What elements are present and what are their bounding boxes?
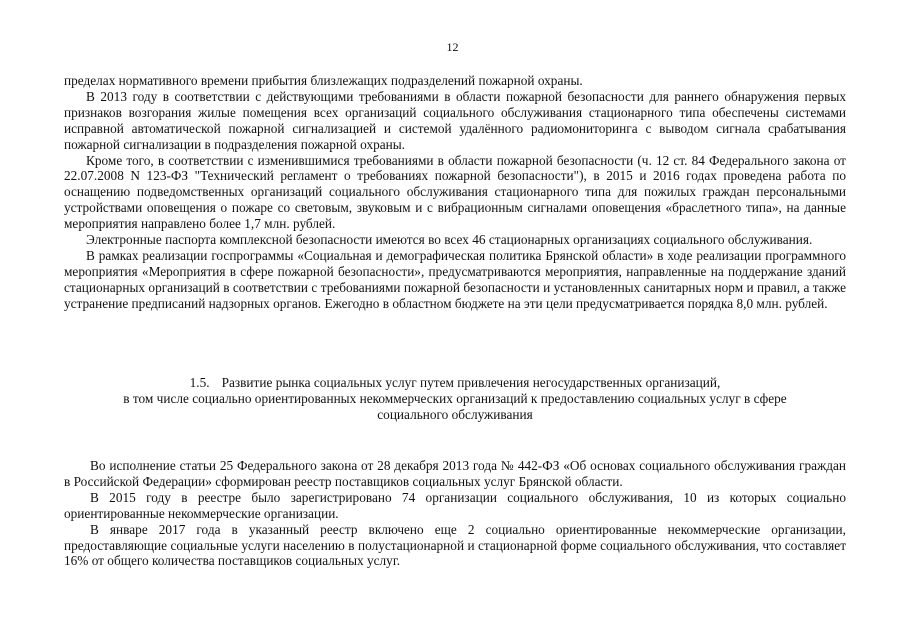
paragraph-personal-alert-devices: Кроме того, в соответствии с изменившимися требованиями в области пожарной безопасности (ч. 12 ст. 84 Федерального закона от 22.07.2008 N 123-ФЗ "Технический регламент о требованиях пожарной безопасности"), в 2015 и 2016 годах проведена работа по оснащению подведомственных организаций социального обслуживания стационарного типа для пожилых граждан персональными устройствами оповещения о пожаре со световым, звуковым и с вибрационным сигналами оповещения «браслетного типа», на данные мероприятия направлено более 1,7 млн. рублей. — [64, 152, 846, 232]
paragraph-registry-formed: Во исполнение статьи 25 Федерального закона от 28 декабря 2013 года № 442-ФЗ «Об основах социального обслуживания граждан в Российской Федерации» сформирован реестр поставщиков социальных услуг Брянской области. — [64, 458, 846, 489]
body-text-top — [64, 73, 846, 312]
section-title-line-3: социального обслуживания — [377, 406, 533, 422]
paragraph-electronic-passports: Электронные паспорта комплексной безопасности имеются во всех 46 стационарных организациях социального обслуживания. — [86, 232, 813, 248]
paragraph-registry-2017: В январе 2017 года в указанный реестр включено еще 2 социально ориентированные некоммерческие организации, предоставляющие социальные услуги населению в полустационарной и стационарной форме социального обслуживания, что составляет 16% от общего количества поставщиков социальных услуг. — [64, 521, 846, 569]
section-number: 1.5. — [189, 375, 210, 390]
section-title-line-1: Развитие рынка социальных услуг путем привлечения негосударственных организаций, — [221, 375, 721, 390]
section-title-line-2: в том числе социально ориентированных некоммерческих организаций к предоставлению социальных услуг в сфере — [123, 390, 787, 406]
paragraph-continuation: пределах нормативного времени прибытия близлежащих подразделений пожарной охраны. — [64, 73, 583, 88]
paragraph-registry-2015: В 2015 году в реестре было зарегистрировано 74 организации социального обслуживания, 10 из которых социально ориентированные некоммерческие организации. — [64, 489, 846, 521]
section-heading — [64, 375, 846, 423]
paragraph-fire-alarm-2013: В 2013 году в соответствии с действующими требованиями в области пожарной безопасности для раннего обнаружения первых признаков возгорания жилые помещения всех организаций социального обслуживания стационарного типа обеспечены системами исправной автоматической пожарной сигнализацией и системой удалённого радиомониторинга с выводом сигнала срабатывания пожарной сигнализации в подразделения пожарной охраны. — [64, 88, 846, 152]
section-heading-line-1 — [64, 375, 846, 391]
page-number: 12 — [446, 40, 459, 54]
paragraph-state-program: В рамках реализации госпрограммы «Социальная и демографическая политика Брянской области» в ходе реализации программного мероприятия «Мероприятия в сфере пожарной безопасности», предусматриваются мероприятия, направленные на поддержание зданий стационарных организаций в соответствии с требованиями пожарной безопасности и установленных санитарных норм и правил, а также устранение предписаний надзорных органов. Ежегодно в областном бюджете на эти цели предусматривается порядка 8,0 млн. рублей. — [64, 247, 846, 311]
body-text-bottom — [64, 458, 846, 569]
